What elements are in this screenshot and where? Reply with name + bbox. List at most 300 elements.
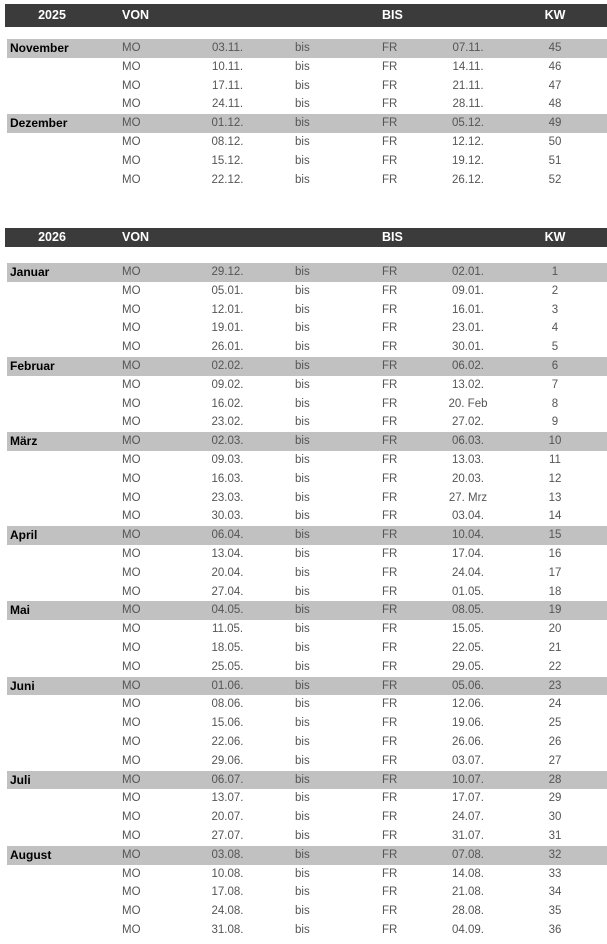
year-section-2025 [0, 4, 607, 189]
date-to: 10.07. [452, 773, 484, 786]
date-to: 13.02. [452, 378, 484, 391]
rows-container-2026 [0, 263, 607, 940]
date-from: 17.08. [211, 886, 244, 899]
range-separator: bis [295, 829, 310, 842]
month-label: Juni [10, 678, 35, 693]
range-separator: bis [295, 472, 310, 485]
week-row [0, 921, 607, 940]
week-row [0, 357, 607, 376]
weekday-to-label: FR [382, 792, 398, 805]
weekday-to-label: FR [382, 698, 398, 711]
week-number: 16 [548, 547, 562, 560]
week-number: 9 [551, 416, 559, 429]
weekday-from-label: MO [122, 416, 141, 429]
week-row [0, 451, 607, 470]
week-row [0, 902, 607, 921]
year-label: 2025 [38, 8, 66, 22]
date-from: 27.07. [211, 829, 244, 842]
date-to: 28.08. [452, 905, 484, 918]
weekday-from-label: MO [122, 491, 141, 504]
weekday-from-label: MO [122, 660, 141, 673]
date-from: 25.05. [211, 660, 244, 673]
date-to: 04.09. [452, 923, 484, 936]
week-row [0, 526, 607, 545]
range-separator: bis [295, 510, 310, 523]
date-from: 01.12. [211, 117, 244, 130]
weekday-from-label: MO [122, 754, 141, 767]
weekday-from-label: MO [122, 566, 141, 579]
week-number: 47 [548, 79, 562, 92]
week-row [0, 583, 607, 602]
week-number: 36 [548, 923, 562, 936]
weekday-from-label: MO [122, 679, 141, 692]
date-to: 06.03. [452, 435, 484, 448]
column-header-bis: BIS [382, 8, 403, 22]
week-number: 11 [549, 453, 561, 466]
range-separator: bis [295, 529, 310, 542]
table-header-2026 [0, 228, 607, 247]
week-row [0, 77, 607, 96]
range-separator: bis [295, 585, 310, 598]
date-to: 29.05. [452, 660, 484, 673]
date-from: 08.06. [211, 698, 244, 711]
date-to: 23.01. [452, 322, 484, 335]
week-row [0, 58, 607, 77]
week-row [0, 301, 607, 320]
range-separator: bis [295, 435, 310, 448]
weekday-to-label: FR [382, 773, 398, 786]
weekday-to-label: FR [382, 660, 398, 673]
weekday-to-label: FR [382, 322, 398, 335]
week-number: 34 [548, 886, 562, 899]
date-to: 24.07. [452, 811, 484, 824]
weekday-to-label: FR [382, 435, 398, 448]
weekday-from-label: MO [122, 453, 141, 466]
date-from: 09.02. [211, 378, 244, 391]
date-from: 24.08. [211, 905, 244, 918]
date-from: 08.12. [211, 135, 244, 148]
date-to: 08.05. [452, 604, 484, 617]
range-separator: bis [295, 905, 310, 918]
weekday-to-label: FR [382, 829, 398, 842]
date-from: 16.02. [211, 397, 244, 410]
weekday-from-label: MO [122, 117, 141, 130]
weekday-to-label: FR [382, 173, 398, 186]
rows-container-2025 [0, 39, 607, 189]
range-separator: bis [295, 79, 310, 92]
weekday-from-label: MO [122, 886, 141, 899]
table-header-2025 [0, 4, 607, 27]
date-to: 12.06. [452, 698, 484, 711]
range-separator: bis [295, 154, 310, 167]
range-separator: bis [295, 173, 310, 186]
weekday-to-label: FR [382, 135, 398, 148]
weekday-to-label: FR [382, 811, 398, 824]
range-separator: bis [295, 623, 310, 636]
date-from: 22.06. [211, 735, 244, 748]
range-separator: bis [295, 341, 310, 354]
weekday-to-label: FR [382, 453, 398, 466]
week-row [0, 601, 607, 620]
week-number: 45 [548, 42, 562, 54]
range-separator: bis [295, 135, 310, 148]
weekday-to-label: FR [382, 416, 398, 429]
week-number: 6 [551, 359, 559, 372]
range-separator: bis [295, 923, 310, 936]
week-row [0, 282, 607, 301]
date-to: 03.04. [452, 510, 484, 523]
range-separator: bis [295, 867, 310, 880]
column-header-bis: BIS [382, 230, 403, 244]
week-number: 3 [551, 303, 559, 316]
weekday-from-label: MO [122, 397, 141, 410]
date-from: 27.04. [211, 585, 244, 598]
week-row [0, 319, 607, 338]
date-to: 07.08. [452, 848, 484, 861]
range-separator: bis [295, 547, 310, 560]
weekday-from-label: MO [122, 547, 141, 560]
range-separator: bis [295, 98, 310, 111]
week-row [0, 39, 607, 58]
date-from: 03.11. [211, 42, 244, 54]
date-to: 17.04. [452, 547, 484, 560]
week-row [0, 714, 607, 733]
week-number: 17 [548, 566, 562, 579]
weekday-from-label: MO [122, 585, 141, 598]
month-label: Januar [10, 265, 50, 279]
week-number: 35 [548, 905, 562, 918]
date-to: 31.07. [452, 829, 484, 842]
weekday-to-label: FR [382, 491, 398, 504]
date-to: 26.12. [452, 173, 484, 186]
week-number: 12 [548, 472, 562, 485]
date-to: 28.11. [452, 98, 484, 111]
date-from: 10.08. [211, 867, 244, 880]
range-separator: bis [295, 397, 310, 410]
week-number: 4 [551, 322, 559, 335]
weekday-to-label: FR [382, 117, 398, 130]
date-to: 03.07. [452, 754, 484, 767]
weekday-from-label: MO [122, 717, 141, 730]
weekday-from-label: MO [122, 529, 141, 542]
weekday-from-label: MO [122, 510, 141, 523]
week-number: 52 [548, 173, 562, 186]
range-separator: bis [295, 848, 310, 861]
weekday-to-label: FR [382, 284, 398, 297]
week-row [0, 620, 607, 639]
week-number: 20 [548, 623, 562, 636]
weekday-to-label: FR [382, 154, 398, 167]
weekday-from-label: MO [122, 266, 141, 278]
date-from: 24.11. [211, 98, 244, 111]
weekday-from-label: MO [122, 435, 141, 448]
weekday-to-label: FR [382, 679, 398, 692]
weekday-from-label: MO [122, 79, 141, 92]
week-row [0, 789, 607, 808]
date-to: 01.05. [452, 585, 484, 598]
date-to: 14.11. [452, 60, 484, 73]
week-row [0, 883, 607, 902]
date-from: 04.05. [211, 604, 244, 617]
weekday-from-label: MO [122, 472, 141, 485]
date-from: 18.05. [211, 641, 244, 654]
year-section-2026 [0, 228, 607, 940]
week-row [0, 152, 607, 171]
date-from: 31.08. [211, 923, 244, 936]
week-number: 25 [548, 717, 562, 730]
week-number: 1 [551, 266, 559, 278]
week-number: 27 [548, 754, 562, 767]
week-row [0, 171, 607, 190]
weekday-from-label: MO [122, 773, 141, 786]
range-separator: bis [295, 117, 310, 130]
range-separator: bis [295, 754, 310, 767]
week-row [0, 338, 607, 357]
week-number: 33 [548, 867, 562, 880]
weekday-to-label: FR [382, 359, 398, 372]
week-row [0, 771, 607, 790]
date-from: 23.03. [211, 491, 244, 504]
date-from: 11.05. [211, 623, 244, 636]
month-label: August [10, 847, 52, 862]
week-number: 23 [548, 679, 562, 692]
weekday-to-label: FR [382, 867, 398, 880]
weekday-to-label: FR [382, 79, 398, 92]
weekday-from-label: MO [122, 322, 141, 335]
date-from: 20.04. [211, 566, 244, 579]
date-to: 09.01. [452, 284, 484, 297]
weekday-from-label: MO [122, 604, 141, 617]
date-from: 13.07. [211, 792, 244, 805]
week-number: 7 [551, 378, 559, 391]
week-number: 49 [548, 117, 562, 130]
weekday-from-label: MO [122, 923, 141, 936]
range-separator: bis [295, 453, 310, 466]
range-separator: bis [295, 679, 310, 692]
date-from: 20.07. [211, 811, 244, 824]
weekday-from-label: MO [122, 303, 141, 316]
date-to: 15.05. [452, 623, 484, 636]
week-number: 29 [548, 792, 562, 805]
date-to: 06.02. [452, 359, 484, 372]
range-separator: bis [295, 735, 310, 748]
weekday-from-label: MO [122, 848, 141, 861]
week-row [0, 489, 607, 508]
range-separator: bis [295, 660, 310, 673]
week-row [0, 846, 607, 865]
weekday-to-label: FR [382, 754, 398, 767]
weekday-from-label: MO [122, 623, 141, 636]
range-separator: bis [295, 359, 310, 372]
week-row [0, 827, 607, 846]
weekday-to-label: FR [382, 623, 398, 636]
range-separator: bis [295, 698, 310, 711]
date-from: 06.07. [211, 773, 244, 786]
date-from: 13.04. [211, 547, 244, 560]
week-number: 30 [548, 811, 562, 824]
date-from: 01.06. [211, 679, 244, 692]
month-label: März [10, 434, 38, 449]
week-number: 24 [548, 698, 562, 711]
date-from: 16.03. [211, 472, 244, 485]
range-separator: bis [295, 284, 310, 297]
weekday-to-label: FR [382, 42, 398, 54]
week-row [0, 133, 607, 152]
week-row [0, 470, 607, 489]
week-number: 15 [548, 529, 562, 542]
week-row [0, 432, 607, 451]
range-separator: bis [295, 566, 310, 579]
week-number: 48 [548, 98, 562, 111]
weekday-from-label: MO [122, 341, 141, 354]
weekday-to-label: FR [382, 510, 398, 523]
weekday-to-label: FR [382, 378, 398, 391]
date-from: 02.03. [211, 435, 244, 448]
weekday-from-label: MO [122, 154, 141, 167]
week-row [0, 752, 607, 771]
weekday-to-label: FR [382, 585, 398, 598]
date-to: 21.08. [452, 886, 484, 899]
date-to: 19.06. [452, 717, 484, 730]
week-number: 50 [548, 135, 562, 148]
range-separator: bis [295, 378, 310, 391]
week-number: 22 [548, 660, 562, 673]
column-header-von: VON [122, 230, 150, 244]
range-separator: bis [295, 491, 310, 504]
date-from: 12.01. [211, 303, 244, 316]
weekday-from-label: MO [122, 284, 141, 297]
date-from: 09.03. [211, 453, 244, 466]
date-to: 02.01. [452, 266, 484, 278]
week-row [0, 114, 607, 133]
weekday-to-label: FR [382, 303, 398, 316]
date-to: 26.06. [452, 735, 484, 748]
range-separator: bis [295, 303, 310, 316]
week-number: 8 [551, 397, 559, 410]
date-from: 22.12. [211, 173, 244, 186]
week-row [0, 639, 607, 658]
date-to: 12.12. [452, 135, 484, 148]
weekday-to-label: FR [382, 341, 398, 354]
date-to: 24.04. [452, 566, 484, 579]
range-separator: bis [295, 416, 310, 429]
column-header-von: VON [122, 8, 150, 22]
year-label: 2026 [38, 230, 66, 244]
month-label: Mai [10, 603, 31, 618]
week-row [0, 545, 607, 564]
date-to: 27.02. [452, 416, 484, 429]
range-separator: bis [295, 42, 310, 54]
week-row [0, 263, 607, 282]
week-number: 19 [548, 604, 562, 617]
weekday-from-label: MO [122, 42, 141, 54]
date-from: 19.01. [211, 322, 244, 335]
week-number: 18 [548, 585, 562, 598]
week-number: 32 [548, 848, 562, 861]
weekday-from-label: MO [122, 173, 141, 186]
weekday-to-label: FR [382, 98, 398, 111]
month-label: Dezember [10, 116, 68, 131]
date-to: 20. Feb [448, 397, 488, 410]
month-label: November [10, 41, 69, 55]
date-to: 07.11. [452, 42, 484, 54]
week-row [0, 865, 607, 884]
week-row [0, 733, 607, 752]
date-to: 21.11. [452, 79, 484, 92]
week-row [0, 658, 607, 677]
week-number: 10 [548, 435, 562, 448]
column-header-kw: KW [544, 230, 566, 244]
weekday-to-label: FR [382, 923, 398, 936]
weekday-from-label: MO [122, 378, 141, 391]
date-from: 17.11. [211, 79, 244, 92]
date-from: 10.11. [211, 60, 244, 73]
weekday-to-label: FR [382, 397, 398, 410]
date-to: 27. Mrz [448, 491, 488, 504]
column-header-kw: KW [544, 8, 566, 22]
week-number: 2 [551, 284, 559, 297]
week-number: 51 [548, 154, 562, 167]
weekday-to-label: FR [382, 735, 398, 748]
date-from: 05.01. [211, 284, 244, 297]
date-to: 05.12. [452, 117, 484, 130]
date-to: 17.07. [452, 792, 484, 805]
weekday-to-label: FR [382, 529, 398, 542]
month-label: Februar [10, 358, 55, 373]
date-to: 14.08. [452, 867, 484, 880]
weekday-to-label: FR [382, 886, 398, 899]
week-row [0, 677, 607, 696]
week-row [0, 376, 607, 395]
weekday-from-label: MO [122, 792, 141, 805]
week-number: 46 [548, 60, 562, 73]
date-from: 15.12. [211, 154, 244, 167]
week-number: 5 [551, 341, 559, 354]
date-to: 13.03. [452, 453, 484, 466]
weekday-to-label: FR [382, 641, 398, 654]
weekday-from-label: MO [122, 98, 141, 111]
date-from: 29.06. [211, 754, 244, 767]
date-to: 30.01. [452, 341, 484, 354]
weekday-to-label: FR [382, 604, 398, 617]
week-number: 14 [548, 510, 562, 523]
range-separator: bis [295, 773, 310, 786]
weekday-to-label: FR [382, 848, 398, 861]
date-to: 19.12. [452, 154, 484, 167]
date-to: 10.04. [452, 529, 484, 542]
date-from: 15.06. [211, 717, 244, 730]
week-row [0, 95, 607, 114]
weekday-from-label: MO [122, 359, 141, 372]
week-number: 13 [548, 491, 562, 504]
range-separator: bis [295, 266, 310, 278]
date-to: 20.03. [452, 472, 484, 485]
weekday-to-label: FR [382, 905, 398, 918]
date-to: 22.05. [452, 641, 484, 654]
range-separator: bis [295, 60, 310, 73]
week-number: 26 [548, 735, 562, 748]
date-to: 16.01. [452, 303, 484, 316]
weekday-from-label: MO [122, 135, 141, 148]
range-separator: bis [295, 641, 310, 654]
week-row [0, 395, 607, 414]
week-number: 28 [548, 773, 562, 786]
week-number: 31 [548, 829, 562, 842]
weekday-to-label: FR [382, 566, 398, 579]
week-row [0, 808, 607, 827]
range-separator: bis [295, 792, 310, 805]
date-from: 03.08. [211, 848, 244, 861]
